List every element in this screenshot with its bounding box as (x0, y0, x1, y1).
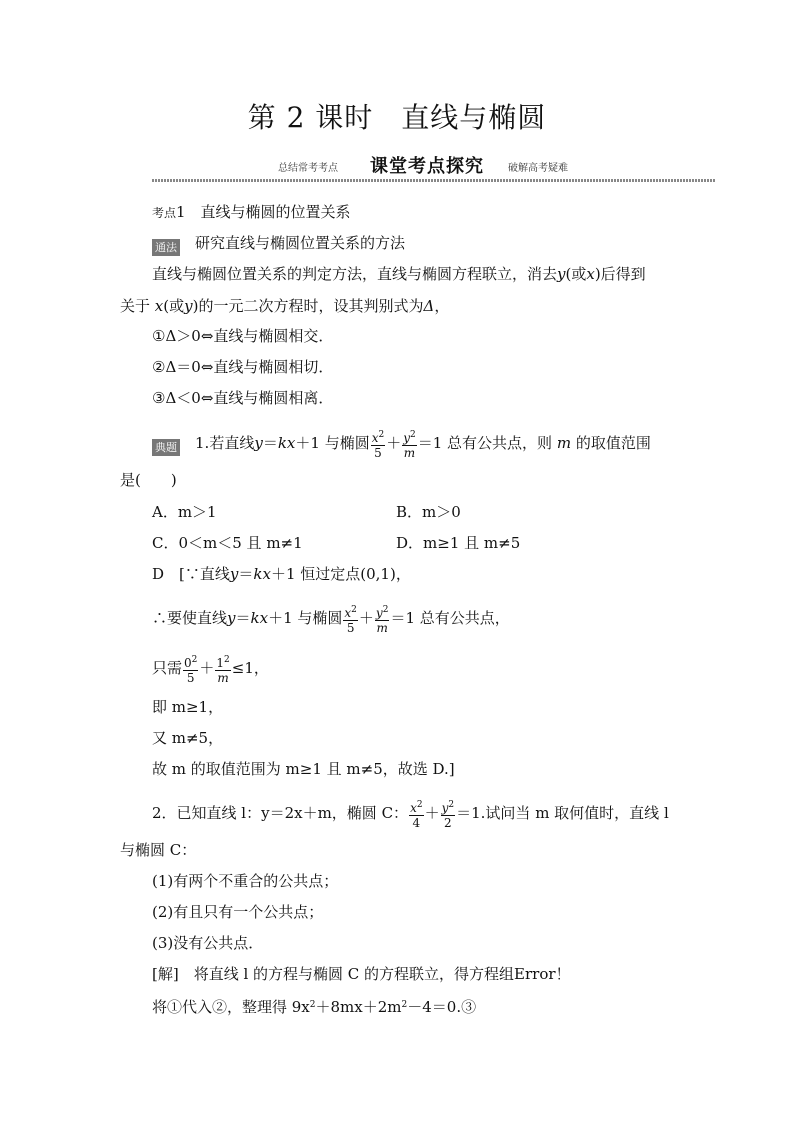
case-intersect: ①Δ＞0⇔直线与椭圆相交． (152, 327, 334, 345)
kaodian-icon: 考点 (152, 206, 177, 220)
question-1: 典题 1.若直线y＝kx＋1 与椭圆 $\frac{x^2}{5}$ ＋ $\frac{y^2}{m}$ ＝1 总有公共点，则 m 的取值范围 (152, 428, 651, 460)
banner-main-text: 课堂考点探究 (370, 156, 484, 177)
banner-right-text: 破解高考疑难 (508, 163, 568, 174)
tongfa-heading (152, 233, 405, 256)
option-c: C．0＜m＜5 且 m≠1 (152, 534, 303, 552)
solution-1-line-2: ∴要使直线y＝kx＋1 与椭圆 $\frac{x^2}{5}$ ＋ $\frac{y^2}{m}$ ＝1 总有公共点， (152, 605, 510, 635)
solution-1-line-6: 故 m 的取值范围为 m≥1 且 m≠5，故选 D.] (152, 760, 455, 778)
section-banner (152, 154, 716, 182)
solution-1-line-5: 又 m≠5， (152, 729, 224, 747)
question-2-part-3: (3)没有公共点． (152, 934, 264, 952)
method-line-2: 关于 x(或y)的一元二次方程时，设其判别式为Δ， (120, 297, 450, 315)
option-b: B．m＞0 (396, 503, 461, 521)
question-1-cont: 是( ) (120, 471, 177, 489)
solution-1-line-3: 只需 $\frac{0^2}{5}$ ＋ $\frac{1^2}{m}$ ≤1， (152, 655, 269, 685)
case-separate: ③Δ＜0⇔直线与椭圆相离． (152, 389, 334, 407)
method-line-1: 直线与椭圆位置关系的判定方法，直线与椭圆方程联立，消去y(或x)后得到 (152, 265, 646, 283)
option-d: D．m≥1 且 m≠5 (396, 534, 521, 552)
solution-2-line-1: [解] 将直线 l 的方程与椭圆 C 的方程联立，得方程组Error！ (152, 965, 571, 983)
page-title (0, 100, 794, 136)
tongfa-icon: 通法 (152, 239, 180, 256)
question-2-part-1: (1)有两个不重合的公共点； (152, 872, 339, 890)
option-a: A．m＞1 (152, 503, 217, 521)
tongfa-text: 研究直线与椭圆位置关系的方法 (195, 234, 406, 252)
solution-2-line-2: 将①代入②，整理得 $9x^2+8mx+2m^2-4=0.③$ (152, 998, 477, 1016)
solution-1-line-1: D [∵直线y＝kx＋1 恒过定点(0,1)， (152, 565, 411, 583)
case-tangent: ②Δ＝0⇔直线与椭圆相切． (152, 358, 334, 376)
title-lesson: 第 2 课时 (247, 101, 374, 134)
banner-divider (152, 179, 716, 182)
banner-left-text: 总结常考考点 (278, 163, 338, 174)
title-topic: 直线与椭圆 (401, 101, 547, 134)
kaodian-text: 1 直线与椭圆的位置关系 (176, 203, 351, 221)
solution-1-line-4: 即 m≥1， (152, 698, 224, 716)
kaodian-heading (152, 202, 351, 223)
question-2-part-2: (2)有且只有一个公共点； (152, 903, 324, 921)
question-2: 2．已知直线 l：y＝2x＋m，椭圆 C： $\frac{x^2}{4}$ ＋ $\frac{y^2}{2}$ ＝1.试问当 m 取何值时，直线 l (152, 800, 669, 830)
question-2-cont: 与椭圆 C： (120, 841, 197, 859)
dianti-icon: 典题 (152, 439, 180, 456)
